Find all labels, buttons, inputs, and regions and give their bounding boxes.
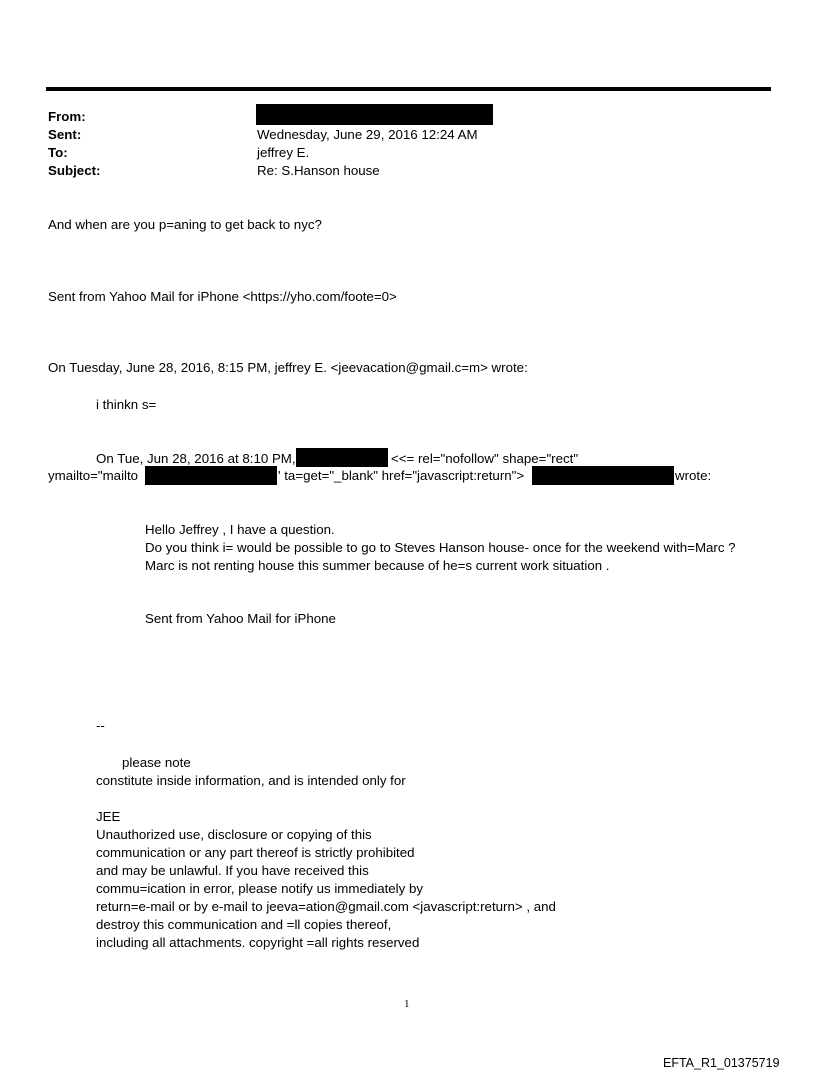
- sent-label: Sent:: [48, 127, 82, 142]
- body-line-1: And when are you p=aning to get back to nyc?: [48, 217, 322, 232]
- legal-line-7: including all attachments. copyright =all rights reserved: [96, 935, 420, 950]
- quote2-e: wrote:: [675, 468, 712, 483]
- document-id: EFTA_R1_01375719: [663, 1056, 780, 1070]
- subject-label: Subject:: [48, 163, 101, 178]
- message-line-3: Marc is not renting house this summer because of he=s current work situation .: [145, 558, 610, 573]
- reply-1: i thinkn s=: [96, 397, 157, 412]
- message-line-2: Do you think i= would be possible to go to Steves Hanson house- once for the weekend with=Marc ?: [145, 540, 736, 555]
- redaction-from: [256, 104, 493, 125]
- note-line-1: please note: [122, 755, 191, 770]
- legal-line-4: commu=ication in error, please notify us immediately by: [96, 881, 424, 896]
- redaction-email-2: [532, 466, 674, 485]
- quote2-d: ' ta=get="_blank" href="javascript:return">: [278, 468, 525, 483]
- jee-line: JEE: [96, 809, 121, 824]
- to-label: To:: [48, 145, 68, 160]
- header-rule: [46, 87, 771, 91]
- page-number: 1: [404, 998, 410, 1010]
- sent-value: Wednesday, June 29, 2016 12:24 AM: [257, 127, 478, 142]
- to-value: jeffrey E.: [257, 145, 310, 160]
- quote-intro: On Tuesday, June 28, 2016, 8:15 PM, jeffrey E. <jeevacation@gmail.c=m> wrote:: [48, 360, 528, 375]
- note-line-2: constitute inside information, and is intended only for: [96, 773, 406, 788]
- from-label: From:: [48, 109, 86, 124]
- subject-value: Re: S.Hanson house: [257, 163, 380, 178]
- sent-from-1: Sent from Yahoo Mail for iPhone <https://yho.com/foote=0>: [48, 289, 397, 304]
- legal-line-2: communication or any part thereof is strictly prohibited: [96, 845, 415, 860]
- legal-line-5: return=e-mail or by e-mail to jeeva=ation@gmail.com <javascript:return> , and: [96, 899, 556, 914]
- legal-line-6: destroy this communication and =ll copies thereof,: [96, 917, 392, 932]
- sent-from-2: Sent from Yahoo Mail for iPhone: [145, 611, 336, 626]
- signature-dash: --: [96, 718, 105, 733]
- quote2-c: ymailto="mailto: [48, 468, 139, 483]
- redaction-email-1: [145, 466, 277, 485]
- redaction-name: [296, 448, 388, 467]
- message-line-1: Hello Jeffrey , I have a question.: [145, 522, 335, 537]
- legal-line-3: and may be unlawful. If you have received this: [96, 863, 369, 878]
- quote2-a: On Tue, Jun 28, 2016 at 8:10 PM,: [96, 451, 296, 466]
- quote2-b: <<= rel="nofollow" shape="rect": [391, 451, 579, 466]
- legal-line-1: Unauthorized use, disclosure or copying of this: [96, 827, 372, 842]
